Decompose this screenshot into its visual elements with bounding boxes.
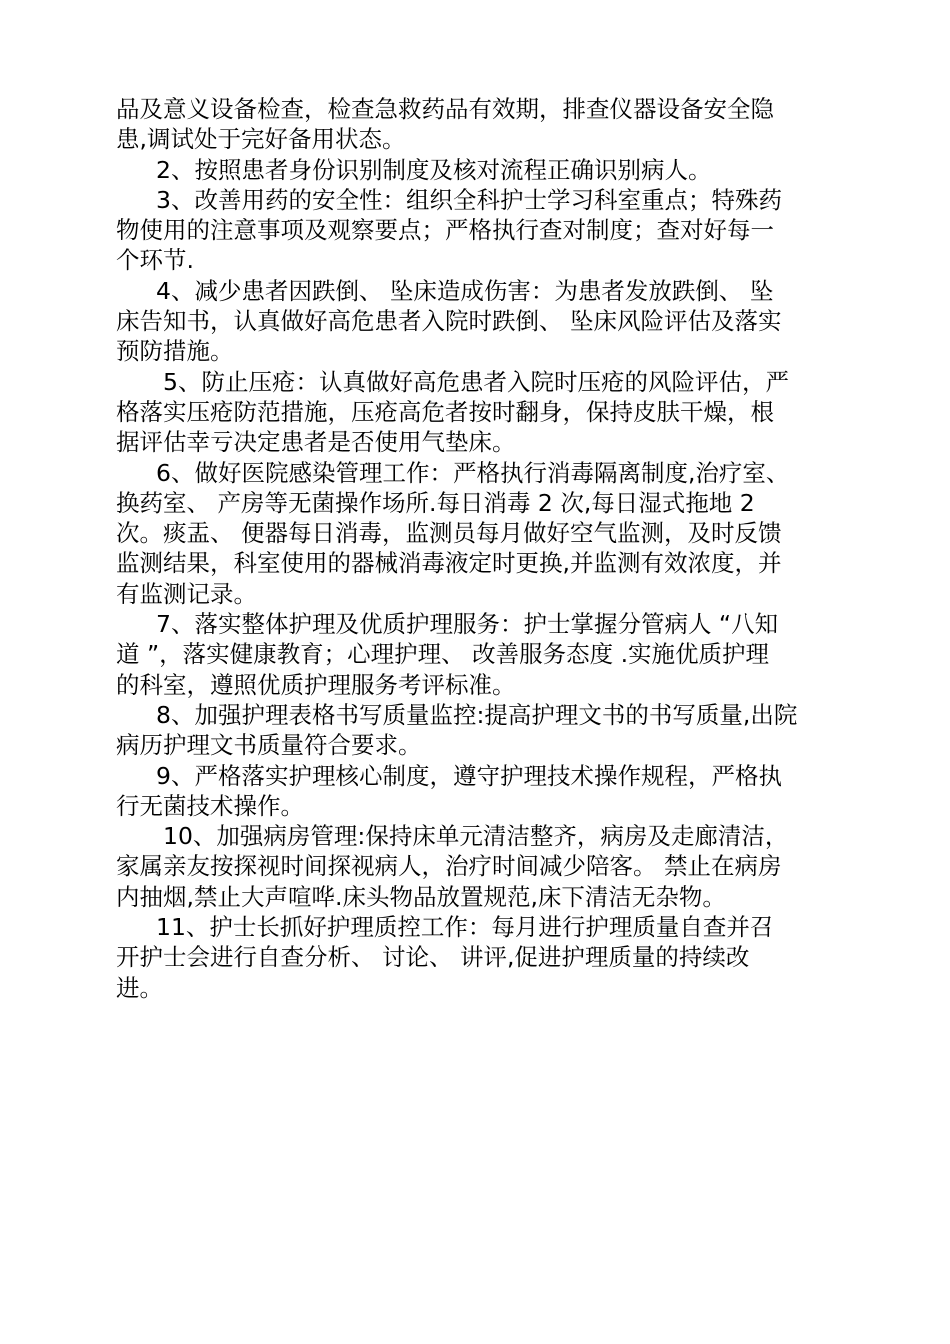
- text-line: 9、严格落实护理核心制度，遵守护理技术操作规程，严格执: [156, 761, 782, 790]
- text-line: 道 ”，落实健康教育；心理护理、 改善服务态度 .实施优质护理: [116, 640, 770, 669]
- paragraph-continuation: [116, 94, 836, 155]
- text-line: 的科室，遵照优质护理服务考评标准。: [116, 670, 516, 699]
- text-line: 监测结果，科室使用的器械消毒液定时更换,并监测有效浓度，并: [116, 549, 782, 578]
- text-line: 内抽烟,禁止大声喧哗.床头物品放置规范,床下清洁无杂物。: [116, 882, 726, 911]
- text-line: 进。: [116, 973, 163, 1002]
- paragraph-item-9: [116, 761, 836, 822]
- text-line: 10、加强病房管理:保持床单元清洁整齐，病房及走廊清洁，: [163, 822, 789, 851]
- text-line: 预防措施。: [116, 337, 234, 366]
- text-line: 次。痰盂、 便器每日消毒，监测员每月做好空气监测，及时反馈: [116, 519, 782, 548]
- text-line: 个环节.: [116, 246, 194, 275]
- text-line: 6、做好医院感染管理工作：严格执行消毒隔离制度,治疗室、: [156, 458, 790, 487]
- text-line: 患,调试处于完好备用状态。: [116, 125, 406, 154]
- text-line: 2、按照患者身份识别制度及核对流程正确识别病人。: [156, 155, 712, 184]
- text-line: 3、改善用药的安全性：组织全科护士学习科室重点；特殊药: [156, 185, 782, 214]
- text-line: 格落实压疮防范措施，压疮高危者按时翻身，保持皮肤干燥，根: [116, 397, 774, 426]
- paragraph-item-6: [116, 458, 836, 609]
- text-line: 换药室、 产房等无菌操作场所.每日消毒 2 次,每日湿式拖地 2: [116, 488, 755, 517]
- paragraph-item-11: [116, 912, 836, 1003]
- text-line: 物使用的注意事项及观察要点；严格执行查对制度；查对好每一: [116, 216, 774, 245]
- text-line: 家属亲友按探视时间探视病人，治疗时间减少陪客。 禁止在病房: [116, 852, 782, 881]
- text-line: 品及意义设备检查，检查急救药品有效期，排查仪器设备安全隐: [116, 95, 774, 123]
- text-line: 11、护士长抓好护理质控工作：每月进行护理质量自查并召: [156, 913, 774, 942]
- paragraph-item-7: [116, 609, 836, 700]
- text-line: 据评估幸亏决定患者是否使用气垫床。: [116, 428, 516, 457]
- paragraph-item-5: [116, 367, 836, 458]
- paragraph-item-2: [116, 155, 836, 185]
- paragraph-item-8: [116, 700, 836, 761]
- text-line: 8、加强护理表格书写质量监控:提高护理文书的书写质量,出院: [156, 700, 798, 729]
- text-line: 5、防止压疮：认真做好高危患者入院时压疮的风险评估，严: [163, 367, 789, 396]
- paragraph-item-10: [116, 821, 836, 912]
- text-line: 床告知书，认真做好高危患者入院时跌倒、 坠床风险评估及落实: [116, 307, 782, 336]
- text-line: 有监测记录。: [116, 579, 257, 608]
- text-line: 行无菌技术操作。: [116, 791, 304, 820]
- paragraph-item-4: [116, 276, 836, 367]
- text-line: 开护士会进行自查分析、 讨论、 讲评,促进护理质量的持续改: [116, 943, 750, 972]
- paragraph-item-3: [116, 185, 836, 276]
- text-line: 4、减少患者因跌倒、 坠床造成伤害：为患者发放跌倒、 坠: [156, 276, 774, 305]
- text-line: 7、落实整体护理及优质护理服务：护士掌握分管病人 “八知: [156, 610, 779, 639]
- document-body: [116, 94, 836, 1003]
- text-line: 病历护理文书质量符合要求。: [116, 731, 422, 760]
